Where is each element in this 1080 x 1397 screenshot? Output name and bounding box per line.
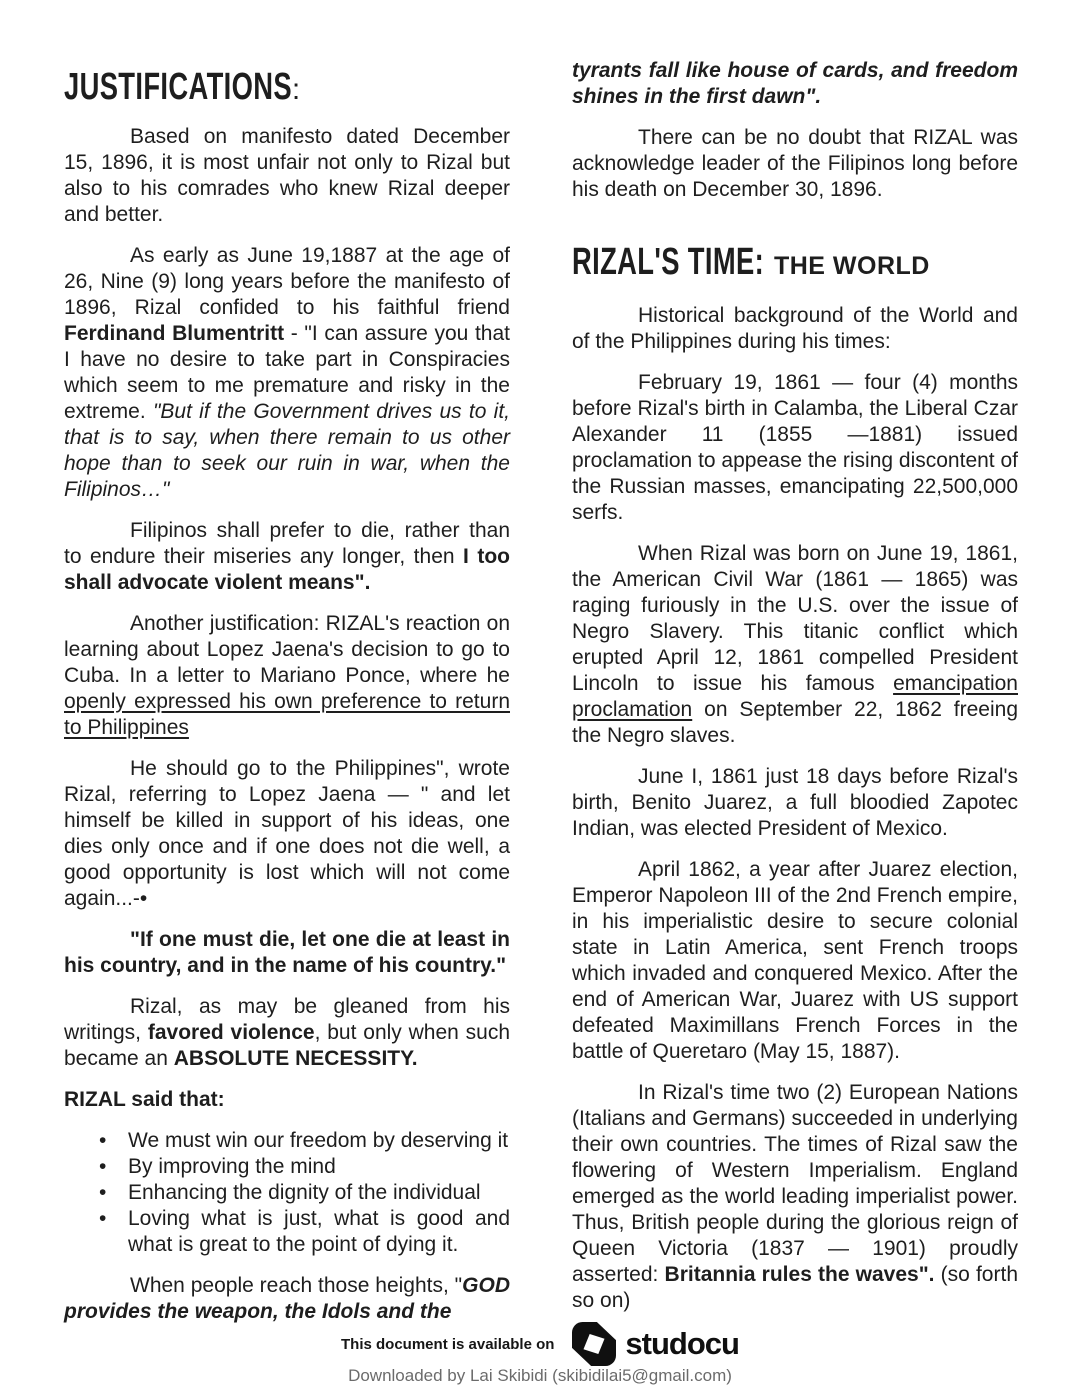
bullet-item: • By improving the mind — [64, 1154, 510, 1180]
text-run: Based on manifesto dated December 15, 1896, it is most unfair not only to Rizal but also to his comrades who knew Rizal deeper and better. — [64, 125, 510, 226]
bullet-item: • Enhancing the dignity of the individual — [64, 1180, 510, 1206]
text-run: on September 22, 1862 freeing the Negro slaves. — [572, 698, 1018, 747]
paragraph — [64, 611, 510, 741]
text-run: February 19, 1861 — four (4) months before Rizal's birth in Calamba, the Liberal Czar Alexander 11 (1855 —1881) issued proclamation to appease the rising discontent of the Russian masses, emancipating 22,500,000 serfs. — [572, 371, 1018, 524]
paragraph — [572, 857, 1018, 1065]
text-run: (so forth so on) — [572, 1263, 1018, 1312]
paragraph — [572, 1080, 1018, 1314]
text-run: Another justification: RIZAL's reaction on learning about Lopez Jaena's decision to go to Cuba. In a letter to Mariano Ponce, where he — [64, 612, 510, 687]
text-run: Britannia rules the waves". — [664, 1263, 935, 1286]
footer-downloaded-text: Downloaded by Lai Skibidi (skibidilai5@gmail.com) — [348, 1366, 732, 1385]
section-heading — [572, 243, 1018, 287]
text-run: - "I can assure you that I have no desire to take part in Conspiracies which seem to me premature and risky in the extreme. — [64, 322, 510, 423]
paragraph — [572, 370, 1018, 526]
text-run: When Rizal was born on June 19, 1861, the American Civil War (1861 — 1865) was raging furiously in the U.S. over the issue of Negro Slavery. This titanic conflict which erupted April 12, 1861 compelled President Lincoln to issue his famous — [572, 542, 1018, 695]
paragraph — [64, 1273, 510, 1325]
paragraph — [64, 756, 510, 912]
paragraph — [572, 58, 1018, 110]
paragraph — [572, 764, 1018, 842]
paragraph — [572, 303, 1018, 355]
text-run: When people reach those heights, " — [130, 1274, 463, 1297]
paragraph — [64, 927, 510, 979]
heading-sub: THE WORLD — [773, 252, 930, 280]
text-run: There can be no doubt that RIZAL was acknowledge leader of the Filipinos long before his death on December 30, 1896. — [572, 126, 1018, 201]
text-run: emancipation proclamation — [572, 672, 1018, 721]
paragraph — [64, 994, 510, 1072]
studocu-logo-icon — [572, 1322, 616, 1366]
text-run: RIZAL said that: — [64, 1088, 225, 1111]
right-column — [572, 58, 1018, 1329]
text-run: "If one must die, let one die at least in his country, and in the name of his country." — [64, 928, 510, 977]
text-run: favored violence — [147, 1021, 315, 1044]
text-run: Historical background of the World and of the Philippines during his times: — [572, 304, 1018, 353]
text-run: Ferdinand Blumentritt — [64, 322, 285, 345]
left-column — [64, 68, 510, 1340]
section-heading — [64, 68, 510, 112]
text-run: "But if the Government drives us to it, that is to say, when there remain to us other hope than to seek our ruin in war, when the Filipinos…" — [64, 400, 510, 501]
bullet-item: • We must win our freedom by deserving it — [64, 1128, 510, 1154]
text-run: tyrants fall like house of cards, and freedom shines in the first dawn". — [572, 59, 1018, 108]
heading-main: RIZAL'S TIME: — [572, 241, 765, 283]
paragraph — [64, 124, 510, 228]
heading-main: JUSTIFICATIONS — [64, 66, 292, 108]
text-run: GOD provides the weapon, the Idols and the — [64, 1274, 510, 1323]
text-run: openly expressed his own preference to return to Philippines — [64, 690, 510, 739]
paragraph — [64, 243, 510, 503]
bullet-list — [64, 1128, 510, 1258]
bullet-item: • Loving what is just, what is good and what is great to the point of dying it. — [64, 1206, 510, 1258]
paragraph — [64, 1087, 510, 1113]
studocu-wordmark: studocu — [625, 1326, 739, 1361]
text-run: June I, 1861 just 18 days before Rizal's birth, Benito Juarez, a full bloodied Zapotec Indian, was elected President of Mexico. — [572, 765, 1018, 840]
text-run: In Rizal's time two (2) European Nations (Italians and Germans) succeeded in underlying their own countries. The times of Rizal saw the flowering of Western Imperialism. England emerged as the world leading imperialist power. Thus, British people during the glorious reign of Queen Victoria (1837 — 1901) proudly asserted: — [572, 1081, 1018, 1286]
footer-available-text: This document is available on — [341, 1335, 555, 1353]
text-run: , but only when such became an — [64, 1021, 510, 1070]
paragraph — [572, 541, 1018, 749]
paragraph — [572, 125, 1018, 203]
text-run: Filipinos shall prefer to die, rather than to endure their miseries any longer, then — [64, 519, 510, 568]
paragraph — [64, 518, 510, 596]
text-run: As early as June 19,1887 at the age of 26, Nine (9) long years before the manifesto of 1896, Rizal confided to his faithful friend — [64, 244, 510, 319]
studocu-logo — [572, 1322, 739, 1366]
text-run: Rizal, as may be gleaned from his writings, — [64, 995, 510, 1044]
text-run: He should go to the Philippines", wrote Rizal, referring to Lopez Jaena — " and let himself be killed in support of his ideas, one dies only once and if one does not die well, a good opportunity is lost which will not come again...-• — [64, 757, 510, 910]
heading-sub: : — [291, 73, 301, 106]
text-run: I too shall advocate violent means". — [64, 545, 510, 594]
footer — [0, 1322, 1080, 1366]
text-run: ABSOLUTE NECESSITY. — [173, 1047, 418, 1070]
text-run: April 1862, a year after Juarez election, Emperor Napoleon III of the 2nd French empire, in his imperialistic desire to secure colonial state in Latin America, sent French troops which invaded and conquered Mexico. After the end of American War, Juarez with US support defeated Maximillans French Forces in the battle of Queretaro (May 15, 1887). — [572, 858, 1018, 1063]
